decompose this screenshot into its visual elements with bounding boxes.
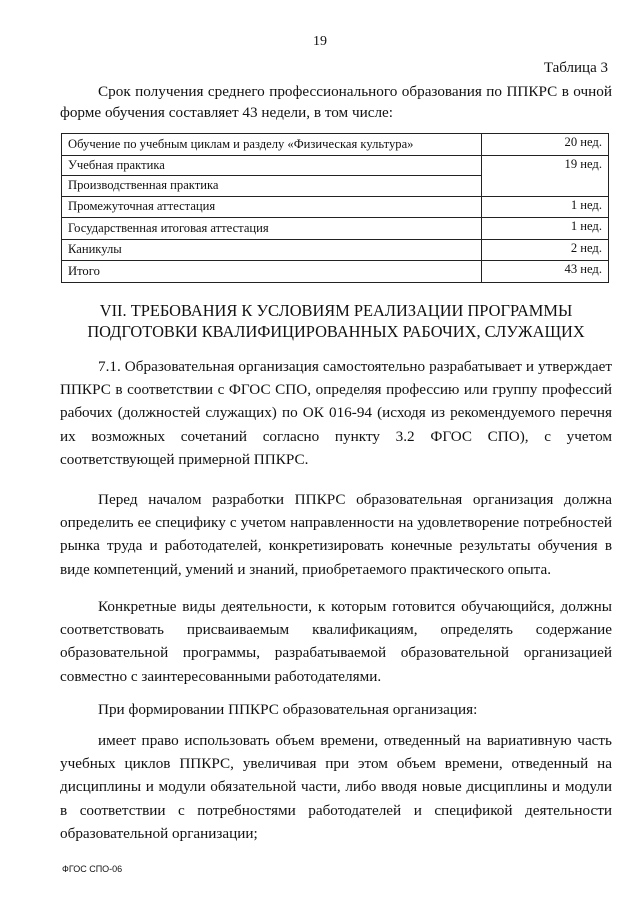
- row-value: 1 нед.: [482, 196, 609, 218]
- table-row: [62, 261, 609, 283]
- table-row: [62, 239, 609, 261]
- row-value: 2 нед.: [482, 239, 609, 261]
- row-label: Промежуточная аттестация: [62, 196, 482, 218]
- section-title-line2: ПОДГОТОВКИ КВАЛИФИЦИРОВАННЫХ РАБОЧИХ, СЛУЖАЩИХ: [87, 322, 585, 341]
- row-label: Производственная практика: [62, 176, 482, 197]
- row-value: 1 нед.: [482, 218, 609, 240]
- footer-code: ФГОС СПО-06: [62, 864, 123, 874]
- table-label: Таблица 3: [543, 60, 608, 76]
- row-value: 43 нед.: [482, 261, 609, 283]
- section-title-line1: VII. ТРЕБОВАНИЯ К УСЛОВИЯМ РЕАЛИЗАЦИИ ПРОГРАММЫ: [99, 301, 573, 320]
- paragraph-formation: При формировании ППКРС образовательная организация:: [98, 701, 478, 718]
- table-row: [62, 196, 609, 218]
- paragraph-rights: имеет право использовать объем времени, отведенный на вариативную часть учебных циклов ППКРС, увеличивая при этом объем времени, отведенный на дисциплины и модули обязательной части, либо вводя новые дисциплины и модули в соответствии с потребностями работодателей и спецификой деятельности образовательной организации;: [60, 732, 612, 842]
- table-row: [62, 218, 609, 240]
- row-label: Учебная практика: [62, 155, 482, 176]
- intro-text: Срок получения среднего профессионального образования по ППКРС в очной форме обучения составляет 43 недели, в том числе:: [60, 83, 612, 121]
- row-value: 20 нед.: [482, 134, 609, 156]
- table-row: [62, 134, 609, 156]
- paragraph-activities: Конкретные виды деятельности, к которым готовится обучающийся, должны соответствовать присваиваемым квалификациям, определять содержание образовательной программы, разрабатываемой образовательной организацией совместно с заинтересованными работодателями.: [60, 598, 612, 685]
- table-row: [62, 155, 609, 176]
- section-title: [60, 300, 612, 342]
- paragraph-specifics: Перед началом разработки ППКРС образовательная организация должна определить ее специфику с учетом направленности на удовлетворение потребностей рынка труда и работодателей, конкретизировать конечные результаты обучения в виде компетенций, умений и знаний, приобретаемого практического опыта.: [60, 491, 612, 578]
- row-label: Каникулы: [62, 239, 482, 261]
- row-label: Обучение по учебным циклам и разделу «Физическая культура»: [62, 134, 482, 156]
- row-label: Итого: [62, 261, 482, 283]
- page-number: 19: [313, 34, 327, 49]
- row-label: Государственная итоговая аттестация: [62, 218, 482, 240]
- paragraph-7-1: 7.1. Образовательная организация самостоятельно разрабатывает и утверждает ППКРС в соответствии с ФГОС СПО, определяя профессию или группу профессий рабочих (должностей служащих) по ОК 016-94 (исходя из рекомендуемого перечня их возможных сочетаний согласно пункту 3.2 ФГОС СПО), с учетом соответствующей примерной ППКРС.: [60, 358, 612, 468]
- row-value: 19 нед.: [482, 155, 609, 196]
- schedule-table: [61, 133, 609, 283]
